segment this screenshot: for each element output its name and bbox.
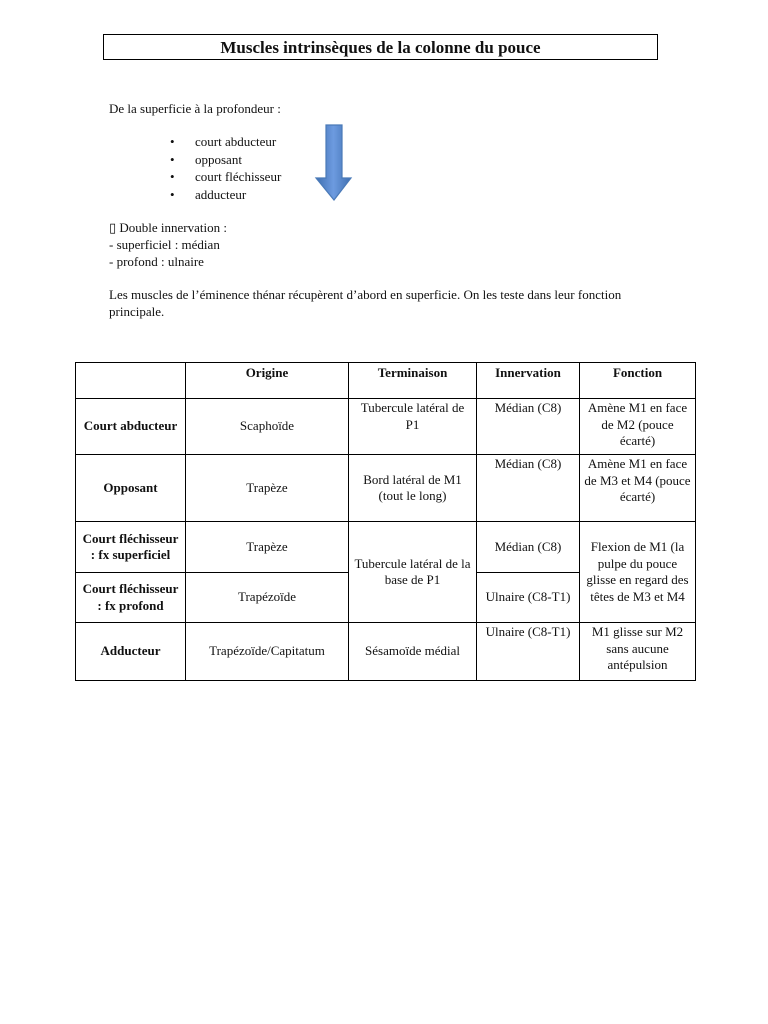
- muscle-name: Adducteur: [76, 623, 186, 681]
- column-header: Terminaison: [349, 363, 477, 399]
- terminaison-cell: Sésamoïde médial: [349, 623, 477, 681]
- origine-cell: Trapézoïde: [186, 573, 349, 623]
- innervation-line: - superficiel : médian: [109, 237, 220, 252]
- list-item: [170, 186, 281, 204]
- column-header: Origine: [186, 363, 349, 399]
- table-header-row: [76, 363, 696, 399]
- innervation-notes: [109, 219, 227, 270]
- innervation-cell: Médian (C8): [477, 455, 580, 522]
- muscles-table: [75, 362, 696, 681]
- fonction-cell: M1 glisse sur M2 sans aucune antépulsion: [580, 623, 696, 681]
- intro-text: De la superficie à la profondeur :: [109, 101, 281, 116]
- table-row: [76, 455, 696, 522]
- bullet-icon: •: [170, 134, 175, 149]
- list-item-label: adducteur: [195, 186, 247, 202]
- list-item-label: court fléchisseur: [195, 169, 282, 184]
- innervation-cell: Ulnaire (C8-T1): [477, 623, 580, 681]
- muscle-name: Court fléchisseur : fx superficiel: [76, 522, 186, 573]
- layer-list: [170, 133, 281, 203]
- innervation-cell: Médian (C8): [477, 522, 580, 573]
- bullet-icon: •: [170, 186, 175, 202]
- page-title: Muscles intrinsèques de la colonne du pouce: [103, 34, 658, 60]
- bullet-icon: •: [170, 169, 175, 184]
- table-row: [76, 623, 696, 681]
- terminaison-cell: Bord latéral de M1 (tout le long): [349, 455, 477, 522]
- fonction-cell: Flexion de M1 (la pulpe du pouce glisse en regard des têtes de M3 et M4: [580, 522, 696, 623]
- list-item: [170, 168, 281, 186]
- description-text: Les muscles de l’éminence thénar récupèrent d’abord en superficie. On les teste dans leur fonction principale.: [109, 287, 622, 319]
- innervation-cell: Médian (C8): [477, 399, 580, 455]
- column-header: Fonction: [580, 363, 696, 399]
- column-header: Innervation: [477, 363, 580, 399]
- fonction-cell: Amène M1 en face de M2 (pouce écarté): [580, 399, 696, 455]
- down-arrow-icon: [313, 124, 353, 202]
- muscle-name: Court abducteur: [76, 399, 186, 455]
- table-row: [76, 522, 696, 573]
- origine-cell: Scaphoïde: [186, 399, 349, 455]
- list-item-label: opposant: [195, 151, 242, 167]
- innervation-cell: Ulnaire (C8-T1): [477, 573, 580, 623]
- origine-cell: Trapézoïde/Capitatum: [186, 623, 349, 681]
- origine-cell: Trapèze: [186, 455, 349, 522]
- list-item-label: court abducteur: [195, 134, 277, 149]
- fonction-cell: Amène M1 en face de M3 et M4 (pouce écarté): [580, 455, 696, 522]
- muscle-name: Court fléchisseur : fx profond: [76, 573, 186, 623]
- innervation-line: ▯ Double innervation :: [109, 220, 227, 235]
- list-item: [170, 151, 281, 169]
- origine-cell: Trapèze: [186, 522, 349, 573]
- muscle-name: Opposant: [76, 455, 186, 522]
- table-row: [76, 399, 696, 455]
- list-item: [170, 133, 281, 151]
- bullet-icon: •: [170, 151, 175, 167]
- terminaison-cell: Tubercule latéral de P1: [349, 399, 477, 455]
- innervation-line: - profond : ulnaire: [109, 254, 204, 269]
- column-header: [76, 363, 186, 399]
- terminaison-cell: Tubercule latéral de la base de P1: [349, 522, 477, 623]
